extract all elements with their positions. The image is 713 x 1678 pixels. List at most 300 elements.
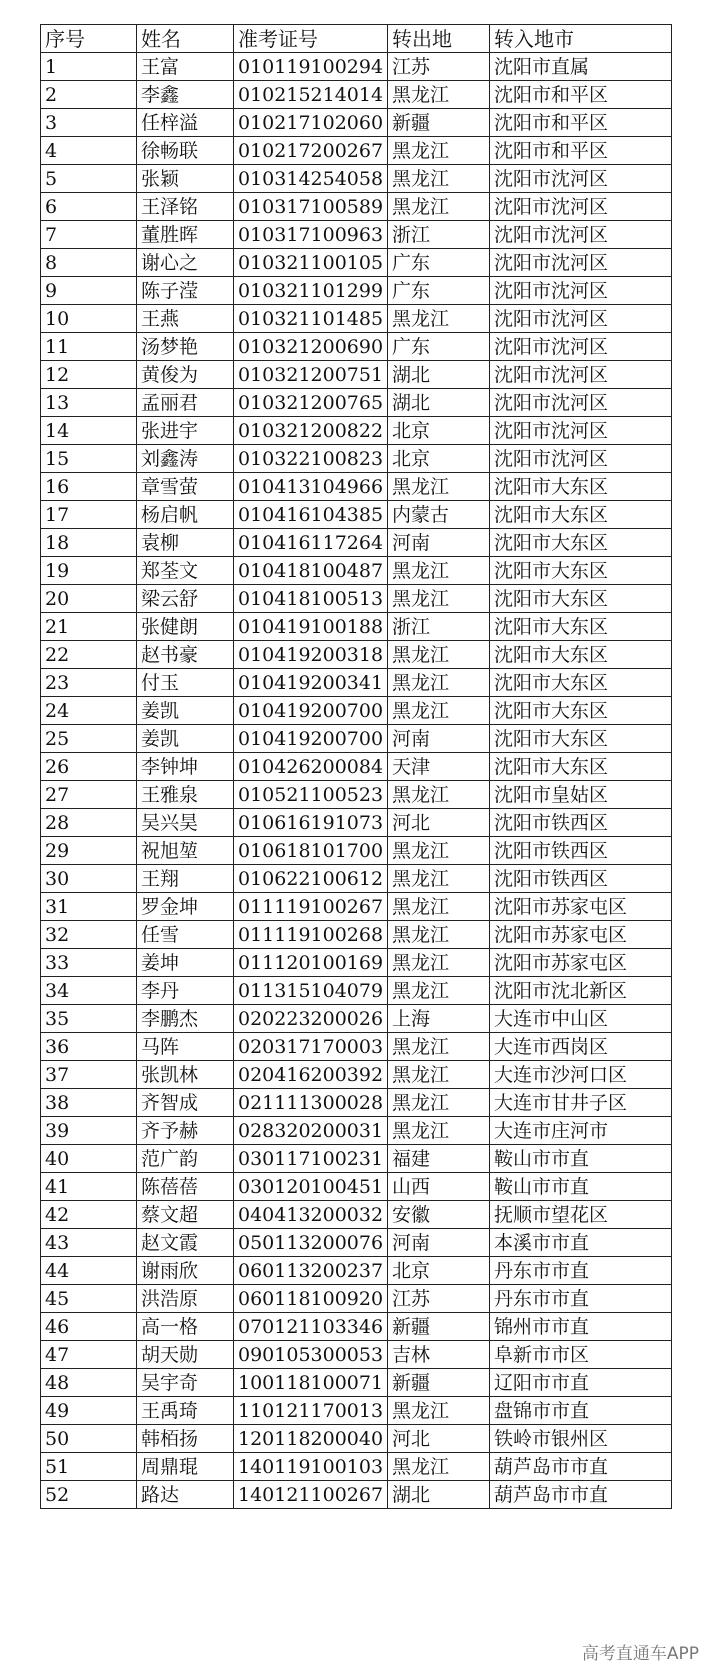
cell-index: 32 bbox=[41, 921, 137, 949]
cell-name: 谢雨欣 bbox=[137, 1257, 234, 1285]
cell-exam-number: 010419200341 bbox=[234, 669, 388, 697]
cell-index: 49 bbox=[41, 1397, 137, 1425]
cell-name: 路达 bbox=[137, 1481, 234, 1509]
cell-name: 李鹏杰 bbox=[137, 1005, 234, 1033]
cell-destination: 鞍山市市直 bbox=[490, 1173, 672, 1201]
table-row bbox=[41, 249, 672, 277]
cell-destination: 大连市西岗区 bbox=[490, 1033, 672, 1061]
cell-name: 姜凯 bbox=[137, 725, 234, 753]
table-row bbox=[41, 1397, 672, 1425]
cell-name: 王雅泉 bbox=[137, 781, 234, 809]
cell-index: 51 bbox=[41, 1453, 137, 1481]
cell-destination: 沈阳市沈河区 bbox=[490, 249, 672, 277]
cell-exam-number: 010418100487 bbox=[234, 557, 388, 585]
cell-destination: 盘锦市市直 bbox=[490, 1397, 672, 1425]
cell-exam-number: 050113200076 bbox=[234, 1229, 388, 1257]
cell-name: 赵文霞 bbox=[137, 1229, 234, 1257]
cell-destination: 沈阳市铁西区 bbox=[490, 809, 672, 837]
table-row bbox=[41, 1089, 672, 1117]
cell-destination: 沈阳市大东区 bbox=[490, 725, 672, 753]
cell-index: 23 bbox=[41, 669, 137, 697]
cell-name: 梁云舒 bbox=[137, 585, 234, 613]
table-row bbox=[41, 613, 672, 641]
cell-destination: 沈阳市大东区 bbox=[490, 697, 672, 725]
cell-name: 任雪 bbox=[137, 921, 234, 949]
cell-exam-number: 010419100188 bbox=[234, 613, 388, 641]
cell-origin: 新疆 bbox=[388, 1369, 490, 1397]
cell-exam-number: 010413104966 bbox=[234, 473, 388, 501]
cell-origin: 广东 bbox=[388, 277, 490, 305]
cell-origin: 广东 bbox=[388, 249, 490, 277]
table-row bbox=[41, 333, 672, 361]
table-row bbox=[41, 305, 672, 333]
table-row bbox=[41, 193, 672, 221]
cell-index: 36 bbox=[41, 1033, 137, 1061]
cell-exam-number: 120118200040 bbox=[234, 1425, 388, 1453]
table-row bbox=[41, 557, 672, 585]
cell-destination: 沈阳市大东区 bbox=[490, 753, 672, 781]
table-row bbox=[41, 949, 672, 977]
cell-name: 马阵 bbox=[137, 1033, 234, 1061]
cell-index: 37 bbox=[41, 1061, 137, 1089]
table-row bbox=[41, 1425, 672, 1453]
cell-index: 34 bbox=[41, 977, 137, 1005]
cell-exam-number: 010119100294 bbox=[234, 53, 388, 81]
cell-origin: 黑龙江 bbox=[388, 865, 490, 893]
cell-index: 47 bbox=[41, 1341, 137, 1369]
table-row bbox=[41, 1201, 672, 1229]
table-row bbox=[41, 1145, 672, 1173]
cell-origin: 安徽 bbox=[388, 1201, 490, 1229]
cell-destination: 大连市庄河市 bbox=[490, 1117, 672, 1145]
cell-name: 王翔 bbox=[137, 865, 234, 893]
cell-name: 孟丽君 bbox=[137, 389, 234, 417]
cell-destination: 阜新市市区 bbox=[490, 1341, 672, 1369]
cell-index: 5 bbox=[41, 165, 137, 193]
cell-destination: 沈阳市和平区 bbox=[490, 137, 672, 165]
table-row bbox=[41, 1033, 672, 1061]
cell-destination: 沈阳市大东区 bbox=[490, 641, 672, 669]
cell-exam-number: 060118100920 bbox=[234, 1285, 388, 1313]
cell-name: 张进宇 bbox=[137, 417, 234, 445]
cell-index: 12 bbox=[41, 361, 137, 389]
cell-destination: 沈阳市沈河区 bbox=[490, 193, 672, 221]
cell-exam-number: 010622100612 bbox=[234, 865, 388, 893]
cell-exam-number: 010418100513 bbox=[234, 585, 388, 613]
cell-index: 1 bbox=[41, 53, 137, 81]
cell-exam-number: 011119100268 bbox=[234, 921, 388, 949]
cell-name: 任梓溢 bbox=[137, 109, 234, 137]
cell-index: 40 bbox=[41, 1145, 137, 1173]
table-row bbox=[41, 445, 672, 473]
cell-name: 赵书豪 bbox=[137, 641, 234, 669]
watermark: 高考直通车APP bbox=[581, 1644, 699, 1664]
cell-destination: 葫芦岛市市直 bbox=[490, 1453, 672, 1481]
cell-index: 13 bbox=[41, 389, 137, 417]
cell-index: 3 bbox=[41, 109, 137, 137]
cell-name: 胡天勋 bbox=[137, 1341, 234, 1369]
table-row bbox=[41, 1341, 672, 1369]
cell-destination: 铁岭市银州区 bbox=[490, 1425, 672, 1453]
cell-exam-number: 020317170003 bbox=[234, 1033, 388, 1061]
cell-origin: 福建 bbox=[388, 1145, 490, 1173]
table-row bbox=[41, 529, 672, 557]
cell-exam-number: 011119100267 bbox=[234, 893, 388, 921]
cell-index: 43 bbox=[41, 1229, 137, 1257]
cell-destination: 本溪市市直 bbox=[490, 1229, 672, 1257]
cell-origin: 河北 bbox=[388, 1425, 490, 1453]
cell-destination: 沈阳市铁西区 bbox=[490, 865, 672, 893]
cell-exam-number: 010419200318 bbox=[234, 641, 388, 669]
table-row bbox=[41, 753, 672, 781]
cell-index: 24 bbox=[41, 697, 137, 725]
cell-name: 韩栢扬 bbox=[137, 1425, 234, 1453]
header-origin: 转出地 bbox=[388, 25, 490, 53]
table-row bbox=[41, 697, 672, 725]
cell-index: 4 bbox=[41, 137, 137, 165]
cell-exam-number: 011315104079 bbox=[234, 977, 388, 1005]
cell-origin: 黑龙江 bbox=[388, 1089, 490, 1117]
cell-index: 29 bbox=[41, 837, 137, 865]
cell-name: 蔡文超 bbox=[137, 1201, 234, 1229]
cell-origin: 黑龙江 bbox=[388, 193, 490, 221]
cell-name: 杨启帆 bbox=[137, 501, 234, 529]
cell-index: 44 bbox=[41, 1257, 137, 1285]
cell-name: 姜坤 bbox=[137, 949, 234, 977]
cell-origin: 河南 bbox=[388, 725, 490, 753]
header-destination: 转入地市 bbox=[490, 25, 672, 53]
cell-name: 周鼎琨 bbox=[137, 1453, 234, 1481]
cell-destination: 沈阳市苏家屯区 bbox=[490, 921, 672, 949]
cell-origin: 黑龙江 bbox=[388, 1033, 490, 1061]
cell-destination: 沈阳市大东区 bbox=[490, 557, 672, 585]
table-row bbox=[41, 473, 672, 501]
table-row bbox=[41, 837, 672, 865]
cell-origin: 黑龙江 bbox=[388, 473, 490, 501]
cell-exam-number: 010321101485 bbox=[234, 305, 388, 333]
table-row bbox=[41, 1285, 672, 1313]
cell-index: 6 bbox=[41, 193, 137, 221]
cell-name: 范广韵 bbox=[137, 1145, 234, 1173]
cell-name: 章雪萤 bbox=[137, 473, 234, 501]
cell-exam-number: 020416200392 bbox=[234, 1061, 388, 1089]
cell-origin: 黑龙江 bbox=[388, 641, 490, 669]
cell-index: 26 bbox=[41, 753, 137, 781]
cell-destination: 沈阳市大东区 bbox=[490, 669, 672, 697]
cell-origin: 北京 bbox=[388, 417, 490, 445]
cell-origin: 黑龙江 bbox=[388, 1397, 490, 1425]
cell-index: 33 bbox=[41, 949, 137, 977]
cell-destination: 沈阳市大东区 bbox=[490, 613, 672, 641]
cell-destination: 沈阳市沈河区 bbox=[490, 333, 672, 361]
cell-destination: 沈阳市大东区 bbox=[490, 473, 672, 501]
cell-origin: 黑龙江 bbox=[388, 1117, 490, 1145]
cell-exam-number: 010322100823 bbox=[234, 445, 388, 473]
cell-index: 41 bbox=[41, 1173, 137, 1201]
cell-name: 齐智成 bbox=[137, 1089, 234, 1117]
cell-name: 刘鑫涛 bbox=[137, 445, 234, 473]
cell-index: 35 bbox=[41, 1005, 137, 1033]
cell-destination: 沈阳市铁西区 bbox=[490, 837, 672, 865]
cell-destination: 大连市中山区 bbox=[490, 1005, 672, 1033]
cell-origin: 浙江 bbox=[388, 221, 490, 249]
cell-name: 吴兴昊 bbox=[137, 809, 234, 837]
cell-origin: 黑龙江 bbox=[388, 921, 490, 949]
cell-destination: 葫芦岛市市直 bbox=[490, 1481, 672, 1509]
cell-index: 20 bbox=[41, 585, 137, 613]
cell-index: 22 bbox=[41, 641, 137, 669]
cell-origin: 内蒙古 bbox=[388, 501, 490, 529]
cell-exam-number: 010321101299 bbox=[234, 277, 388, 305]
cell-origin: 黑龙江 bbox=[388, 781, 490, 809]
cell-destination: 大连市甘井子区 bbox=[490, 1089, 672, 1117]
table-row bbox=[41, 865, 672, 893]
cell-index: 11 bbox=[41, 333, 137, 361]
cell-name: 陈蓓蓓 bbox=[137, 1173, 234, 1201]
table-row bbox=[41, 277, 672, 305]
cell-name: 王燕 bbox=[137, 305, 234, 333]
cell-index: 42 bbox=[41, 1201, 137, 1229]
cell-destination: 辽阳市市直 bbox=[490, 1369, 672, 1397]
cell-exam-number: 010416104385 bbox=[234, 501, 388, 529]
table-row bbox=[41, 389, 672, 417]
cell-index: 27 bbox=[41, 781, 137, 809]
table-row bbox=[41, 1313, 672, 1341]
cell-exam-number: 010321200822 bbox=[234, 417, 388, 445]
cell-exam-number: 100118100071 bbox=[234, 1369, 388, 1397]
table-row bbox=[41, 1453, 672, 1481]
table-row bbox=[41, 725, 672, 753]
cell-exam-number: 030120100451 bbox=[234, 1173, 388, 1201]
cell-destination: 沈阳市大东区 bbox=[490, 585, 672, 613]
cell-name: 郑荃文 bbox=[137, 557, 234, 585]
cell-destination: 沈阳市沈北新区 bbox=[490, 977, 672, 1005]
cell-index: 18 bbox=[41, 529, 137, 557]
cell-exam-number: 010217102060 bbox=[234, 109, 388, 137]
cell-destination: 沈阳市沈河区 bbox=[490, 165, 672, 193]
cell-destination: 沈阳市沈河区 bbox=[490, 305, 672, 333]
cell-destination: 沈阳市沈河区 bbox=[490, 389, 672, 417]
cell-exam-number: 010618101700 bbox=[234, 837, 388, 865]
table-row bbox=[41, 361, 672, 389]
cell-name: 罗金坤 bbox=[137, 893, 234, 921]
cell-name: 张颖 bbox=[137, 165, 234, 193]
cell-exam-number: 020223200026 bbox=[234, 1005, 388, 1033]
transfer-table bbox=[40, 24, 672, 1509]
table-row bbox=[41, 1257, 672, 1285]
cell-exam-number: 090105300053 bbox=[234, 1341, 388, 1369]
table-row bbox=[41, 417, 672, 445]
cell-destination: 沈阳市大东区 bbox=[490, 529, 672, 557]
cell-name: 董胜晖 bbox=[137, 221, 234, 249]
cell-exam-number: 010616191073 bbox=[234, 809, 388, 837]
cell-destination: 沈阳市大东区 bbox=[490, 501, 672, 529]
cell-index: 2 bbox=[41, 81, 137, 109]
cell-index: 7 bbox=[41, 221, 137, 249]
cell-origin: 河南 bbox=[388, 529, 490, 557]
cell-origin: 天津 bbox=[388, 753, 490, 781]
cell-origin: 江苏 bbox=[388, 1285, 490, 1313]
cell-index: 10 bbox=[41, 305, 137, 333]
cell-index: 28 bbox=[41, 809, 137, 837]
cell-name: 祝旭堃 bbox=[137, 837, 234, 865]
cell-origin: 广东 bbox=[388, 333, 490, 361]
cell-name: 洪浩原 bbox=[137, 1285, 234, 1313]
cell-destination: 沈阳市和平区 bbox=[490, 81, 672, 109]
cell-exam-number: 140119100103 bbox=[234, 1453, 388, 1481]
cell-index: 39 bbox=[41, 1117, 137, 1145]
cell-destination: 沈阳市沈河区 bbox=[490, 445, 672, 473]
cell-index: 38 bbox=[41, 1089, 137, 1117]
cell-name: 袁柳 bbox=[137, 529, 234, 557]
cell-name: 陈子滢 bbox=[137, 277, 234, 305]
cell-name: 姜凯 bbox=[137, 697, 234, 725]
header-exam-number: 准考证号 bbox=[234, 25, 388, 53]
table-row bbox=[41, 1173, 672, 1201]
header-index: 序号 bbox=[41, 25, 137, 53]
cell-destination: 沈阳市沈河区 bbox=[490, 221, 672, 249]
table-row bbox=[41, 1117, 672, 1145]
cell-index: 14 bbox=[41, 417, 137, 445]
cell-origin: 吉林 bbox=[388, 1341, 490, 1369]
cell-name: 汤梦艳 bbox=[137, 333, 234, 361]
cell-origin: 河南 bbox=[388, 1229, 490, 1257]
table-row bbox=[41, 501, 672, 529]
cell-origin: 江苏 bbox=[388, 53, 490, 81]
header-name: 姓名 bbox=[137, 25, 234, 53]
table-row bbox=[41, 781, 672, 809]
cell-name: 吴宇奇 bbox=[137, 1369, 234, 1397]
cell-destination: 鞍山市市直 bbox=[490, 1145, 672, 1173]
cell-name: 李钟坤 bbox=[137, 753, 234, 781]
table-row bbox=[41, 1481, 672, 1509]
cell-destination: 锦州市市直 bbox=[490, 1313, 672, 1341]
cell-destination: 沈阳市沈河区 bbox=[490, 361, 672, 389]
table-row bbox=[41, 1229, 672, 1257]
cell-destination: 丹东市市直 bbox=[490, 1257, 672, 1285]
cell-index: 19 bbox=[41, 557, 137, 585]
cell-destination: 沈阳市和平区 bbox=[490, 109, 672, 137]
cell-name: 齐予赫 bbox=[137, 1117, 234, 1145]
cell-index: 46 bbox=[41, 1313, 137, 1341]
cell-origin: 黑龙江 bbox=[388, 977, 490, 1005]
cell-name: 张凯林 bbox=[137, 1061, 234, 1089]
cell-destination: 沈阳市沈河区 bbox=[490, 417, 672, 445]
table-row bbox=[41, 669, 672, 697]
cell-exam-number: 010217200267 bbox=[234, 137, 388, 165]
cell-name: 徐畅联 bbox=[137, 137, 234, 165]
cell-exam-number: 010419200700 bbox=[234, 725, 388, 753]
table-row bbox=[41, 53, 672, 81]
cell-name: 黄俊为 bbox=[137, 361, 234, 389]
cell-exam-number: 010419200700 bbox=[234, 697, 388, 725]
cell-origin: 黑龙江 bbox=[388, 1061, 490, 1089]
table-row bbox=[41, 809, 672, 837]
cell-exam-number: 010321200690 bbox=[234, 333, 388, 361]
cell-exam-number: 021111300028 bbox=[234, 1089, 388, 1117]
cell-destination: 沈阳市苏家屯区 bbox=[490, 893, 672, 921]
cell-origin: 北京 bbox=[388, 445, 490, 473]
cell-index: 15 bbox=[41, 445, 137, 473]
cell-origin: 上海 bbox=[388, 1005, 490, 1033]
cell-origin: 新疆 bbox=[388, 1313, 490, 1341]
cell-exam-number: 010521100523 bbox=[234, 781, 388, 809]
cell-origin: 黑龙江 bbox=[388, 669, 490, 697]
cell-origin: 河北 bbox=[388, 809, 490, 837]
cell-origin: 黑龙江 bbox=[388, 81, 490, 109]
cell-index: 16 bbox=[41, 473, 137, 501]
cell-exam-number: 028320200031 bbox=[234, 1117, 388, 1145]
cell-origin: 浙江 bbox=[388, 613, 490, 641]
cell-origin: 黑龙江 bbox=[388, 1453, 490, 1481]
cell-index: 25 bbox=[41, 725, 137, 753]
cell-index: 30 bbox=[41, 865, 137, 893]
cell-origin: 新疆 bbox=[388, 109, 490, 137]
table-body bbox=[41, 53, 672, 1509]
cell-origin: 湖北 bbox=[388, 361, 490, 389]
cell-exam-number: 010416117264 bbox=[234, 529, 388, 557]
table-row bbox=[41, 1005, 672, 1033]
cell-index: 52 bbox=[41, 1481, 137, 1509]
cell-exam-number: 010321200751 bbox=[234, 361, 388, 389]
cell-exam-number: 010314254058 bbox=[234, 165, 388, 193]
table-row bbox=[41, 109, 672, 137]
cell-index: 21 bbox=[41, 613, 137, 641]
cell-origin: 北京 bbox=[388, 1257, 490, 1285]
cell-exam-number: 011120100169 bbox=[234, 949, 388, 977]
cell-destination: 抚顺市望花区 bbox=[490, 1201, 672, 1229]
cell-name: 高一格 bbox=[137, 1313, 234, 1341]
cell-index: 50 bbox=[41, 1425, 137, 1453]
cell-exam-number: 140121100267 bbox=[234, 1481, 388, 1509]
cell-exam-number: 070121103346 bbox=[234, 1313, 388, 1341]
cell-index: 17 bbox=[41, 501, 137, 529]
cell-destination: 沈阳市皇姑区 bbox=[490, 781, 672, 809]
table-row bbox=[41, 1369, 672, 1397]
cell-exam-number: 010317100589 bbox=[234, 193, 388, 221]
cell-origin: 湖北 bbox=[388, 1481, 490, 1509]
cell-origin: 黑龙江 bbox=[388, 137, 490, 165]
header-row bbox=[41, 25, 672, 53]
cell-origin: 黑龙江 bbox=[388, 305, 490, 333]
table-row bbox=[41, 585, 672, 613]
table-row bbox=[41, 221, 672, 249]
cell-exam-number: 030117100231 bbox=[234, 1145, 388, 1173]
cell-name: 李丹 bbox=[137, 977, 234, 1005]
table-row bbox=[41, 921, 672, 949]
cell-destination: 沈阳市直属 bbox=[490, 53, 672, 81]
cell-name: 谢心之 bbox=[137, 249, 234, 277]
cell-destination: 丹东市市直 bbox=[490, 1285, 672, 1313]
table-row bbox=[41, 893, 672, 921]
cell-destination: 沈阳市沈河区 bbox=[490, 277, 672, 305]
cell-origin: 山西 bbox=[388, 1173, 490, 1201]
table-row bbox=[41, 165, 672, 193]
cell-exam-number: 010317100963 bbox=[234, 221, 388, 249]
cell-origin: 黑龙江 bbox=[388, 697, 490, 725]
table-row bbox=[41, 1061, 672, 1089]
cell-origin: 黑龙江 bbox=[388, 165, 490, 193]
cell-exam-number: 010321100105 bbox=[234, 249, 388, 277]
cell-name: 王禹琦 bbox=[137, 1397, 234, 1425]
cell-index: 8 bbox=[41, 249, 137, 277]
cell-origin: 黑龙江 bbox=[388, 893, 490, 921]
cell-name: 张健朗 bbox=[137, 613, 234, 641]
cell-index: 45 bbox=[41, 1285, 137, 1313]
cell-origin: 黑龙江 bbox=[388, 949, 490, 977]
cell-origin: 黑龙江 bbox=[388, 585, 490, 613]
cell-index: 48 bbox=[41, 1369, 137, 1397]
